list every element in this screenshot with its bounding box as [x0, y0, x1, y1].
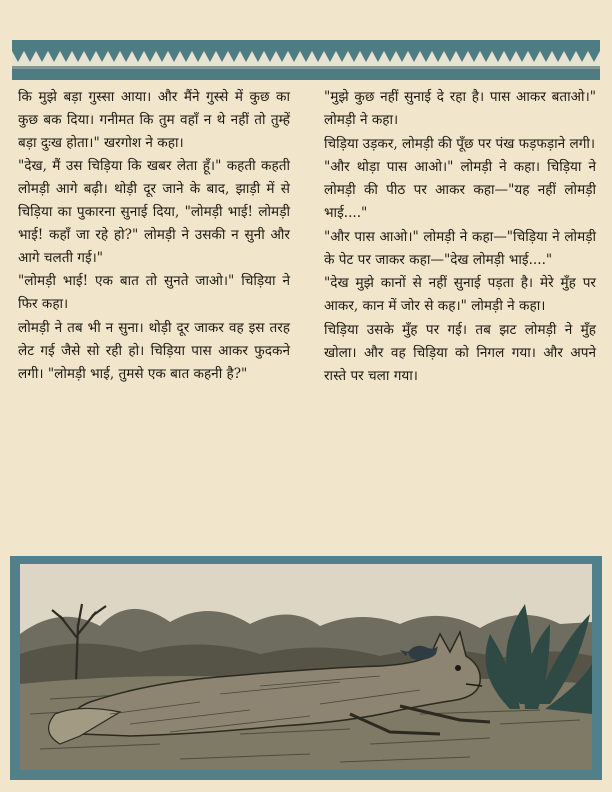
left-column	[18, 86, 290, 546]
zigzag-border-ornament	[12, 40, 600, 80]
fox-and-bird-drawing	[20, 564, 592, 770]
story-text	[18, 86, 596, 546]
paragraph: चिड़िया उड़कर, लोमड़ी की पूँछ पर पंख फड़फड़ाने लगी।	[324, 135, 596, 152]
paragraph: "मुझे कुछ नहीं सुनाई दे रहा है। पास आकर बताओ।" लोमड़ी ने कहा।	[324, 89, 596, 128]
paragraph: चिड़िया उसके मुँह पर गई। तब झट लोमड़ी ने मुँह खोला। और वह चिड़िया को निगल गया। और अपने रास्ते पर चला गया।	[324, 321, 596, 384]
paragraph: "देख, मैं उस चिड़िया कि खबर लेता हूँ।" कहती कहती लोमड़ी आगे बढ़ी। थोड़ी दूर जाने के बाद, झाड़ी में से चिड़िया का पुकारना सुनाई दिया, "लोमड़ी भाई! लोमड़ी भाई! कहाँ जा रहे हो?" लोमड़ी ने उसकी न सुनी और आगे चलती गई।"	[18, 158, 290, 266]
paragraph: "और पास आओ।" लोमड़ी ने कहा—"चिड़िया ने लोमड़ी के पेट पर जाकर कहा—"देख लोमड़ी भाई...."	[324, 228, 596, 268]
paragraph: कि मुझे बड़ा गुस्सा आया। और मैंने गुस्से में कुछ का कुछ बक दिया। गनीमत कि तुम वहाँ न थे नहीं तो तुम्हें बड़ा दुःख होता।" खरगोश ने कहा।	[18, 89, 290, 151]
right-column	[324, 86, 596, 546]
paragraph: "और थोड़ा पास आओ।" लोमड़ी ने कहा। चिड़िया ने लोमड़ी की पीठ पर आकर कहा—"यह नहीं लोमड़ी भाई...."	[324, 159, 596, 221]
paragraph: "देख मुझे कानों से नहीं सुनाई पड़ता है। मेरे मुँह पर आकर, कान में जोर से कह।" लोमड़ी ने कहा।	[324, 275, 596, 315]
paragraph: लोमड़ी ने तब भी न सुना। थोड़ी दूर जाकर वह इस तरह लेट गई जैसे सो रही हो। चिड़िया पास आकर फुदकने लगी। "लोमड़ी भाई, तुमसे एक बात कहनी है?"	[18, 319, 290, 382]
illustration-frame	[10, 556, 602, 780]
fox-illustration	[20, 564, 592, 770]
decorative-border	[12, 40, 600, 80]
paragraph: "लोमड़ी भाई! एक बात तो सुनते जाओ।" चिड़िया ने फिर कहा।	[18, 273, 290, 313]
